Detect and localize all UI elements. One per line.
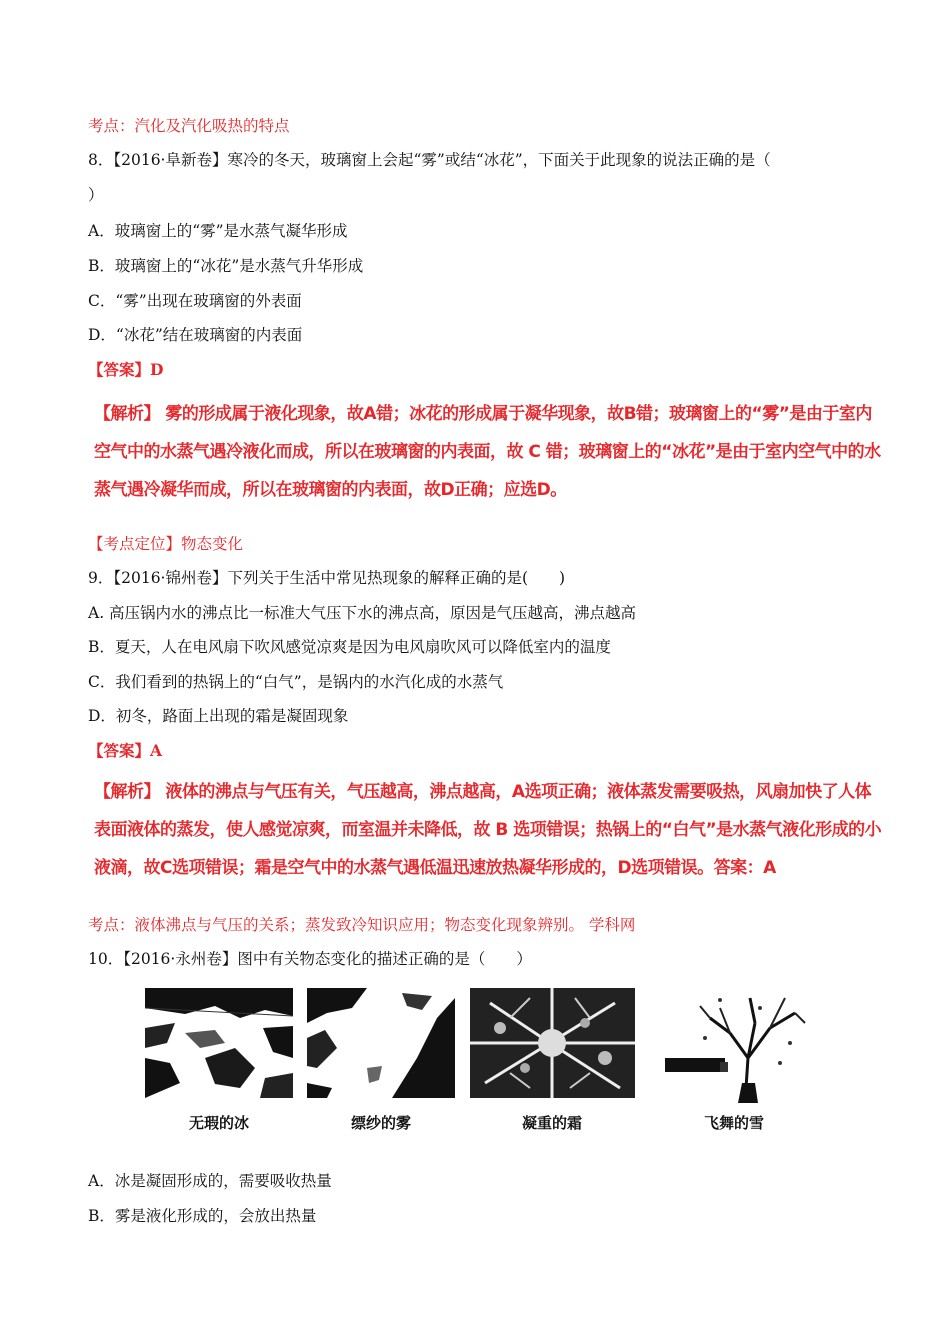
q9-option-d: D．初冬，路面上出现的霜是凝固现象 <box>88 707 349 725</box>
q8-option-a: A．玻璃窗上的“雾”是水蒸气凝华形成 <box>88 222 348 240</box>
frost-caption: 凝重的霜 <box>521 1114 582 1132</box>
q10-stem: 10．【2016·永州卷】图中有关物态变化的描述正确的是（ ） <box>88 950 532 968</box>
ice-caption: 无瑕的冰 <box>188 1114 249 1132</box>
q8-option-b: B．玻璃窗上的“冰花”是水蒸气升华形成 <box>88 257 364 275</box>
q8-answer: 【答案】D <box>88 360 164 379</box>
mist-caption: 缥纱的雾 <box>350 1114 411 1132</box>
snow-caption: 飞舞的雪 <box>703 1114 764 1132</box>
q9-option-b: B．夏天，人在电风扇下吹风感觉凉爽是因为电风扇吹风可以降低室内的温度 <box>88 638 611 656</box>
kaodian-2: 【考点定位】物态变化 <box>88 535 244 553</box>
q9-stem: 9．【2016·锦州卷】下列关于生活中常见热现象的解释正确的是( ) <box>88 569 566 587</box>
q8-explanation: 【解析】 雾的形成属于液化现象，故A错；冰花的形成属于凝华现象，故B错；玻璃窗上的“雾”是由于室内空气中的水蒸气遇冷液化而成，所以在玻璃窗的内表面，故 C 错；玻璃窗上的“冰花”是由于室内空气中的水蒸气遇冷凝华而成，所以在玻璃窗的内表面，故D正确；应选D。 <box>94 404 881 500</box>
kaodian-3: 考点：液体沸点与气压的关系；蒸发致冷知识应用；物态变化现象辨别。 学科网 <box>88 916 636 934</box>
q9-option-a: A. 高压锅内水的沸点比一标准大气压下水的沸点高，原因是气压越高，沸点越高 <box>88 604 637 622</box>
q9-answer: 【答案】A <box>88 741 163 760</box>
kaodian-1: 考点：汽化及汽化吸热的特点 <box>88 117 290 135</box>
q8-option-d: D．“冰花”结在玻璃窗的内表面 <box>88 326 303 344</box>
q9-explanation: 【解析】 液体的沸点与气压有关，气压越高，沸点越高，A选项正确；液体蒸发需要吸热，风扇加快了人体表面液体的蒸发，使人感觉凉爽，而室温并未降低，故 B 选项错误；热锅上的“白气”是水蒸气液化形成的小液滴，故C选项错误；霜是空气中的水蒸气遇低温迅速放热凝华形成的，D选项错误。答案：A <box>94 782 882 878</box>
q8-stem: 8．【2016·阜新卷】寒冷的冬天，玻璃窗上会起“雾”或结“冰花”，下面关于此现象的说法正确的是（ <box>88 151 771 169</box>
q10-option-b: B．雾是液化形成的，会放出热量 <box>88 1207 317 1225</box>
q8-option-c: C．“雾”出现在玻璃窗的外表面 <box>88 292 302 310</box>
q10-option-a: A．冰是凝固形成的，需要吸收热量 <box>88 1172 332 1190</box>
q8-stem-cont: ） <box>88 186 104 204</box>
q9-option-c: C．我们看到的热锅上的“白气”，是锅内的水汽化成的水蒸气 <box>88 673 504 691</box>
